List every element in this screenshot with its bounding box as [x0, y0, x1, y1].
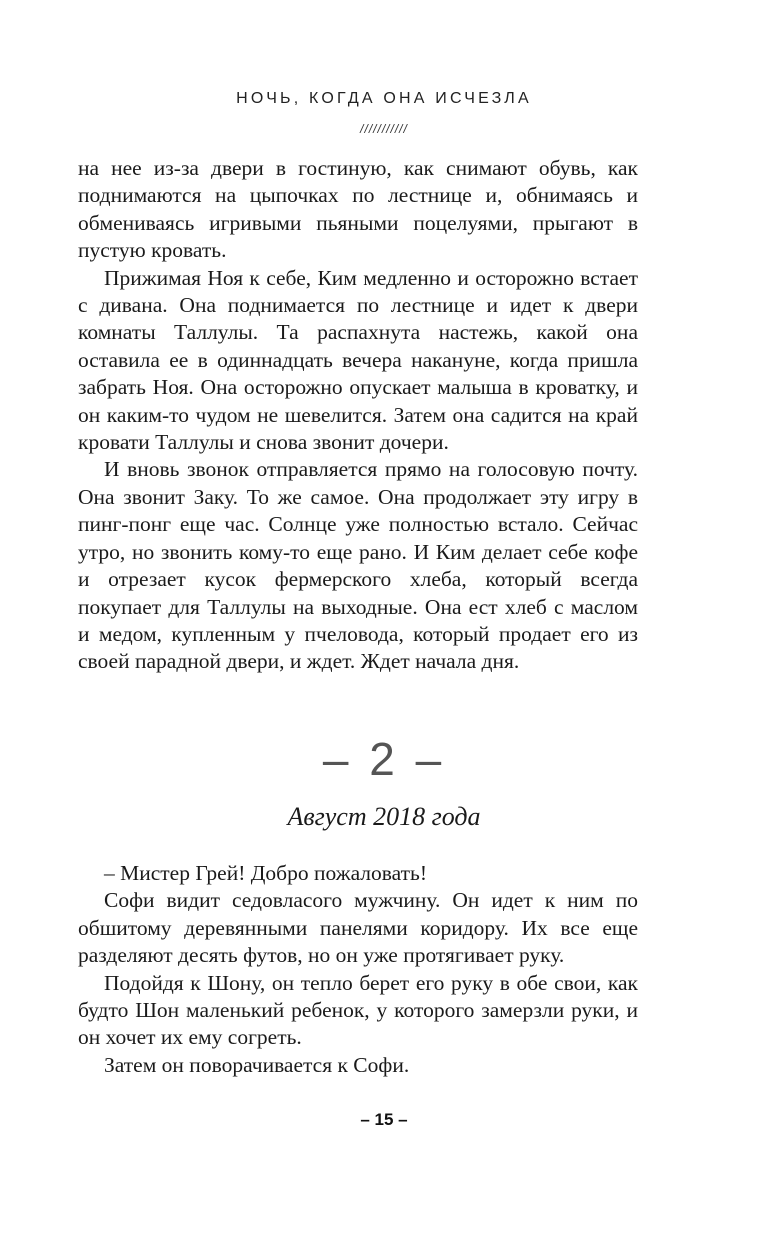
running-head: НОЧЬ, КОГДА ОНА ИСЧЕЗЛА [236, 90, 532, 107]
chapter-date: Август 2018 года [287, 802, 481, 831]
page-number: – 15 – [360, 1110, 408, 1129]
chapter-number: – 2 – [322, 733, 446, 785]
paragraph: Подойдя к Шону, он тепло берет его руку в обе свои, как будто Шон маленький ребенок, у которого замерзли руки, и он хочет их ему согреть. [78, 970, 638, 1050]
paragraph: Затем он поворачивается к Софи. [104, 1052, 410, 1077]
paragraph: – Мистер Грей! Добро пожаловать! [104, 861, 427, 885]
paragraph: Прижимая Ноя к себе, Ким медленно и осторожно встает с дивана. Она поднимается по лестнице и идет к двери комнаты Таллулы. Та распахнута настежь, какой она оставила ее в одиннадцать вечера накануне, когда пришла забрать Ноя. Она осторожно опускает малыша в кроватку, и он каким-то чудом не шевелится. Затем она садится на край кровати Таллулы и снова звонит дочери. [78, 265, 638, 455]
paragraph: И вновь звонок отправляется прямо на голосовую почту. Она звонит Заку. То же самое. Она продолжает эту игру в пинг-понг еще час. Солнце уже полностью встало. Сейчас утро, но звонить кому-то еще рано. И Ким делает себе кофе и отрезает кусок фермерского хлеба, который всегда покупает для Таллулы на выходные. Она ест хлеб с маслом и медом, купленным у пчеловода, который продает его из своей парадной двери, и ждет. Ждет начала дня. [78, 457, 638, 674]
body-text-bottom [78, 860, 638, 1079]
paragraph: Софи видит седовласого мужчину. Он идет к ним по обшитому деревянными панелями коридору. Их все еще разделяют десять футов, но он уже протягивает руку. [78, 888, 638, 968]
head-ornament: /////////// [360, 122, 408, 136]
body-text-top [78, 155, 638, 676]
paragraph: на нее из-за двери в гостиную, как снимают обувь, как поднимаются на цыпочках по лестнице и, обнимаясь и обмениваясь игривыми пьяными поцелуями, прыгают в пустую кровать. [78, 156, 638, 263]
